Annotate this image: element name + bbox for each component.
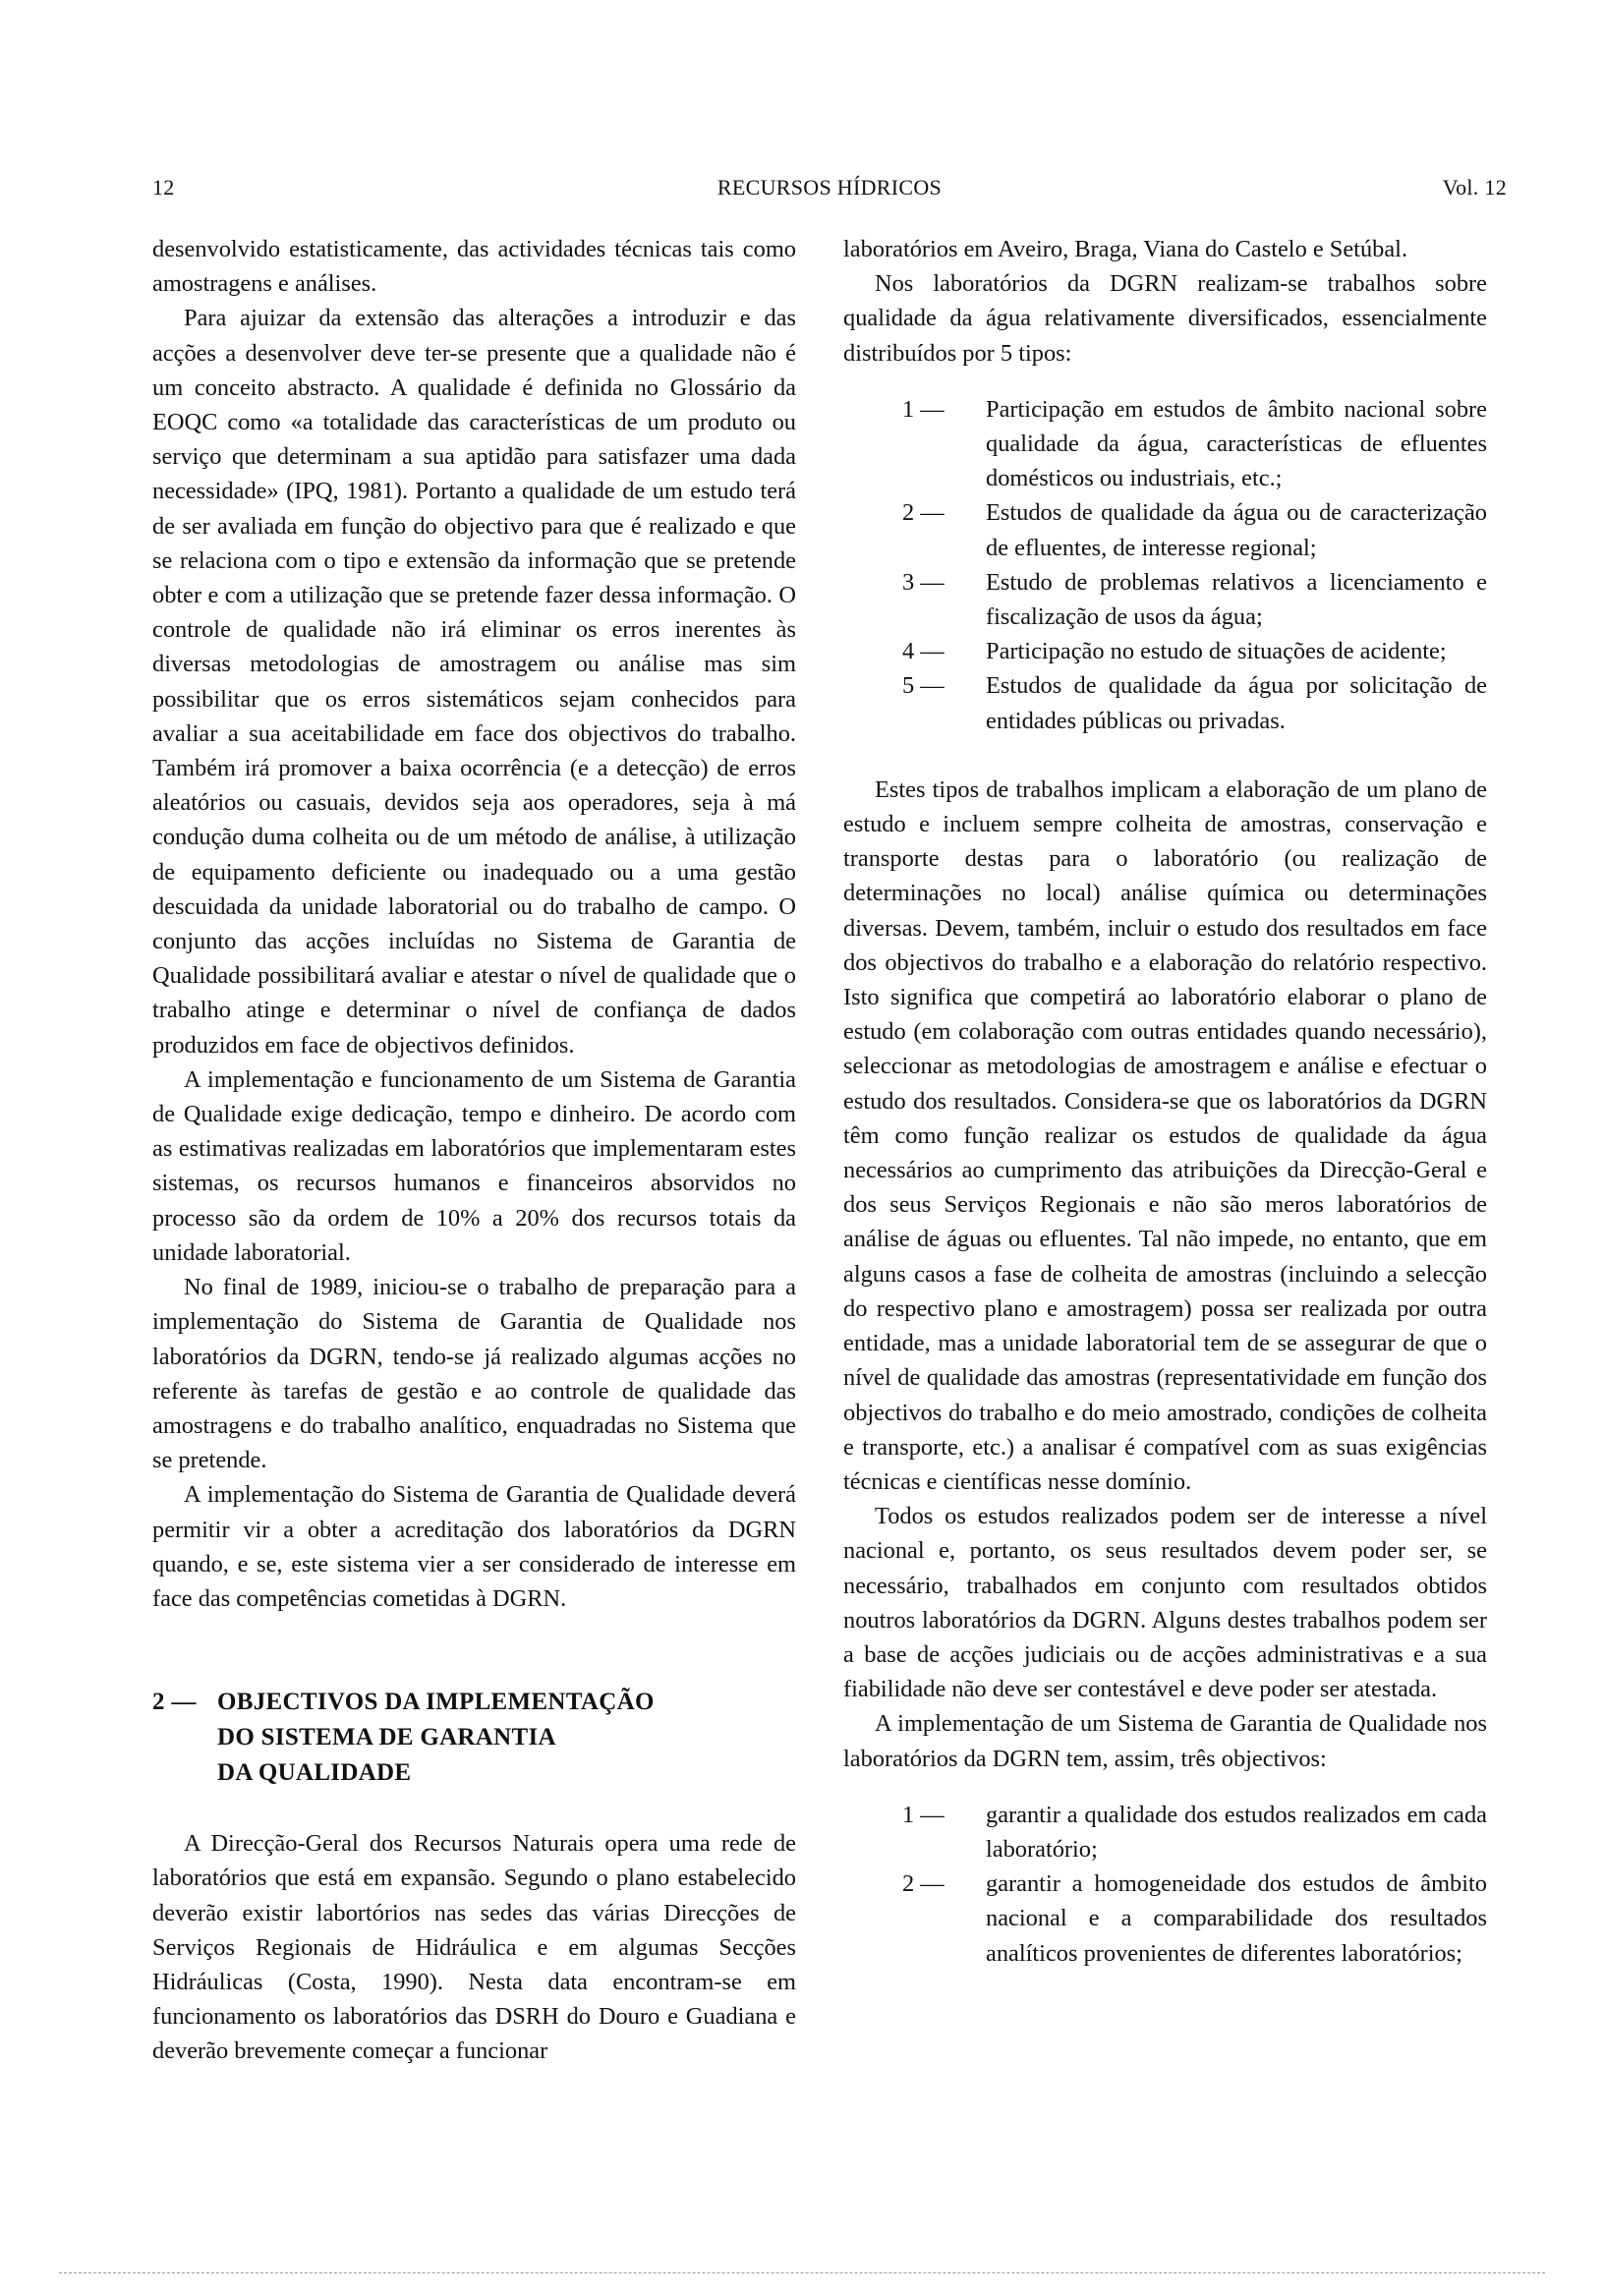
list-item-number: 1 — xyxy=(902,1801,945,1828)
list-item-number: 5 — xyxy=(902,672,945,700)
section-title: OBJECTIVOS DA IMPLEMENTAÇÃO DO SISTEMA DE GARANTIA DA QUALIDADE xyxy=(217,1689,655,1787)
running-header xyxy=(152,175,1507,208)
list-item xyxy=(902,1798,1487,1866)
paragraph: Todos os estudos realizados podem ser de interesse a nível nacional e, portanto, os seus resultados devem poder ser, se necessário, trabalhados em conjunto com resultados obtidos noutros laboratórios da DGRN. Alguns destes trabalhos podem ser a base de acções judiciais ou de acções administrativas e a sua fiabilidade não deve ser contestável e deve poder ser atestada. xyxy=(843,1503,1487,1703)
list-item xyxy=(902,495,1487,564)
list-item-text: garantir a homogeneidade dos estudos de âmbito nacional e a comparabilidade dos resultados analíticos provenientes de diferentes laboratórios; xyxy=(986,1870,1487,1967)
section-number: 2 — xyxy=(152,1689,197,1716)
paragraph: A implementação e funcionamento de um Sistema de Garantia de Qualidade exige dedicação, tempo e dinheiro. De acordo com as estimativas realizadas em laboratórios que implementaram estes sistemas, os recursos humanos e financeiros absorvidos no processo são da ordem de 10% a 20% dos recursos totais da unidade laboratorial. xyxy=(152,1065,796,1266)
paragraph: A implementação do Sistema de Garantia de Qualidade deverá permitir vir a obter a acreditação dos laboratórios da DGRN quando, e se, este sistema vier a ser considerado de interesse em face das competências cometidas à DGRN. xyxy=(152,1481,796,1612)
paragraph: Nos laboratórios da DGRN realizam-se trabalhos sobre qualidade da água relativamente diversificados, essencialmente distribuídos por 5 tipos: xyxy=(843,270,1487,367)
journal-title: RECURSOS HÍDRICOS xyxy=(716,175,943,200)
list-item xyxy=(902,634,1487,668)
paragraph: A Direcção-Geral dos Recursos Naturais opera uma rede de laboratórios que está em expansão. Segundo o plano estabelecido deverão existir labortórios nas sedes das várias Direcções de Serviços Regionais de Hidráulica e em algumas Secções Hidráulicas (Costa, 1990). Nesta data encontram-se em funcionamento os laboratórios das DSRH do Douro e Guadiana e deverão brevemente começar a funcionar xyxy=(152,1830,796,2065)
objectives-list xyxy=(902,1798,1487,1971)
paragraph: laboratórios em Aveiro, Braga, Viana do Castelo e Setúbal. xyxy=(843,236,1408,262)
list-item xyxy=(902,668,1487,737)
list-item xyxy=(902,1866,1487,1971)
work-types-list xyxy=(902,392,1487,738)
list-item-text: garantir a qualidade dos estudos realizados em cada laboratório; xyxy=(986,1801,1487,1863)
list-item-text: Estudos de qualidade da água por solicitação de entidades públicas ou privadas. xyxy=(986,672,1487,734)
list-item-number: 3 — xyxy=(902,568,945,596)
list-item-text: Participação em estudos de âmbito nacional sobre qualidade da água, características de efluentes domésticos ou industriais, etc.; xyxy=(986,395,1487,492)
list-item-text: Estudos de qualidade da água ou de caracterização de efluentes, de interesse regional; xyxy=(986,499,1487,561)
list-item xyxy=(902,392,1487,496)
paragraph: Estes tipos de trabalhos implicam a elaboração de um plano de estudo e incluem sempre colheita de amostras, conservação e transporte destas para o laboratório (ou realização de determinações no local) análise química ou determinações diversas. Devem, também, incluir o estudo dos resultados em face dos objectivos do trabalho e a elaboração do relatório respectivo. Isto significa que competirá ao laboratório elaborar o plano de estudo (em colaboração com outras entidades quando necessário), seleccionar as metodologias de amostragem e análise e efectuar o estudo dos resultados. Considera-se que os laboratórios da DGRN têm como função realizar os estudos de qualidade da água necessários ao cumprimento das atribuições da Direcção-Geral e dos seus Serviços Regionais e não são meros laboratórios de análise de águas ou efluentes. Tal não impede, no entanto, que em alguns casos a fase de colheita de amostras (incluindo a selecção do respectivo plano e amostragem) possa ser realizada por outra entidade, mas a unidade laboratorial tem de se assegurar de que o nível de qualidade das amostras (representatividade em função dos objectivos do trabalho e do meio amostrado, condições de colheita e transporte, etc.) a analisar é compatível com as suas exigências técnicas e científicas nesse domínio. xyxy=(843,775,1487,1495)
list-item-number: 2 — xyxy=(902,499,945,527)
left-column xyxy=(152,232,796,2069)
list-item xyxy=(902,565,1487,634)
list-item-number: 2 — xyxy=(902,1870,945,1898)
volume-label: Vol. 12 xyxy=(1442,175,1507,200)
list-item-text: Estudo de problemas relativos a licenciamento e fiscalização de usos da água; xyxy=(986,568,1487,631)
scan-edge-line xyxy=(59,2272,1545,2273)
list-item-number: 4 — xyxy=(902,638,945,665)
paragraph: desenvolvido estatisticamente, das actividades técnicas tais como amostragens e análises. xyxy=(152,236,796,298)
paragraph: No final de 1989, iniciou-se o trabalho de preparação para a implementação do Sistema de Garantia de Qualidade nos laboratórios da DGRN, tendo-se já realizado algumas acções no referente às tarefas de gestão e ao controle de qualidade das amostragens e do trabalho analítico, enquadradas no Sistema que se pretende. xyxy=(152,1274,796,1474)
section-heading xyxy=(152,1685,796,1791)
paragraph: A implementação de um Sistema de Garantia de Qualidade nos laboratórios da DGRN tem, assim, três objectivos: xyxy=(843,1710,1487,1772)
list-item-text: Participação no estudo de situações de acidente; xyxy=(986,638,1447,665)
page-number: 12 xyxy=(152,175,175,200)
paragraph: Para ajuizar da extensão das alterações a introduzir e das acções a desenvolver deve ter-se presente que a qualidade não é um conceito abstracto. A qualidade é definida no Glossário da EOQC como «a totalidade das características de um produto ou serviço que determinam a sua aptidão para satisfazer uma dada necessidade» (IPQ, 1981). Portanto a qualidade de um estudo terá de ser avaliada em função do objectivo para que é realizado e que se relaciona com o tipo e extensão da informação que se pretende obter e com a utilização que se pretende fazer dessa informação. O controle de qualidade não irá eliminar os erros inerentes às diversas metodologias de amostragem ou análise mas sim possibilitar que os erros sistemáticos sejam conhecidos para avaliar a sua aceitabilidade em face dos objectivos do trabalho. Também irá promover a baixa ocorrência (e a detecção) de erros aleatórios ou casuais, devidos seja aos operadores, seja à má condução duma colheita ou de um método de análise, à utilização de equipamento deficiente ou inadequado ou a uma gestão descuidada da unidade laboratorial ou do trabalho de campo. O conjunto das acções incluídas no Sistema de Garantia de Qualidade possibilitará avaliar e atestar o nível de qualidade que o trabalho atinge e determinar o nível de confiança de dados produzidos em face de objectivos definidos. xyxy=(152,305,796,1059)
right-column xyxy=(843,232,1487,1992)
list-item-number: 1 — xyxy=(902,395,945,423)
